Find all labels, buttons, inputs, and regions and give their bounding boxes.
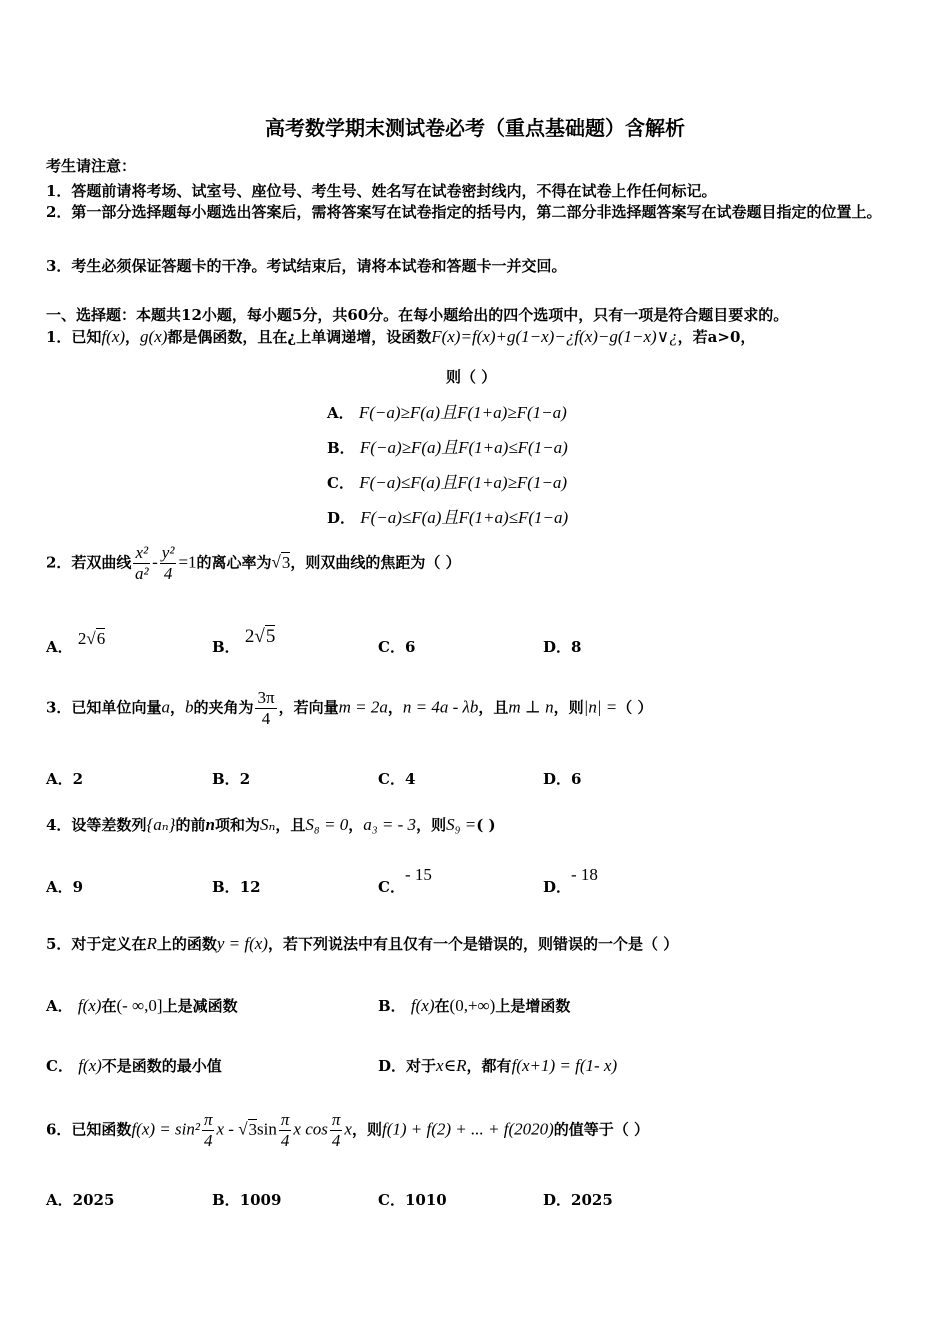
q1-option-a[interactable] — [327, 398, 567, 423]
frac-den: a² — [134, 564, 149, 583]
q3-option-c[interactable] — [378, 768, 415, 789]
option-label: A． — [46, 997, 73, 1015]
q4-s9: S₉ = — [446, 815, 477, 834]
q2-option-d[interactable] — [543, 636, 581, 657]
q1-option-d[interactable] — [327, 503, 568, 528]
q2-prefix: 2．若双曲线 — [46, 553, 132, 572]
section-heading: 一、选择题：本题共12小题，每小题5分，共60分。在每小题给出的四个选项中，只有一项是符合题目要求的。 — [46, 306, 789, 324]
q1-option-b[interactable] — [327, 433, 568, 458]
option-text: 12 — [239, 878, 261, 896]
frac-den: 4 — [261, 709, 271, 728]
q4-prefix: 4．设等差数列 — [46, 816, 147, 834]
option-text: 2 — [239, 770, 251, 788]
coef: 2 — [77, 629, 87, 648]
q1-tail: ，若a>0， — [677, 328, 756, 346]
frac-num: 3π — [257, 688, 275, 707]
q6-frac-2 — [279, 1110, 292, 1151]
q6-sin: sin — [257, 1119, 277, 1139]
q5-mid1: 上的函数 — [156, 935, 217, 953]
option-eq: f(x+1) = f(1- x) — [511, 1056, 618, 1075]
option-f: f(x) — [410, 996, 435, 1015]
sqrt-radicand: 3 — [281, 552, 291, 572]
option-label: D． — [543, 878, 572, 896]
frac-den: 4 — [280, 1131, 290, 1150]
option-text: - 18 — [571, 865, 598, 884]
q5-func: y = f(x) — [216, 934, 268, 953]
option-label: C． — [378, 878, 405, 896]
option-text: 4 — [404, 770, 416, 788]
q5-tail: ，若下列说法中有且仅有一个是错误的，则错误的一个是（ ） — [267, 935, 679, 953]
frac-den: 4 — [203, 1131, 213, 1150]
q4-s8: S₈ = 0 — [305, 815, 349, 834]
q5-option-b[interactable] — [378, 995, 570, 1016]
q3-tail: （ ） — [617, 698, 653, 717]
q6-option-c[interactable] — [378, 1189, 447, 1210]
q4-option-b[interactable] — [212, 876, 261, 897]
q6-option-b[interactable] — [212, 1189, 281, 1210]
q6-tail: 的值等于（ ） — [553, 1120, 650, 1139]
q6-option-a[interactable] — [46, 1189, 114, 1210]
q2-mid: 的离心率为 — [196, 553, 272, 572]
q6-frac-1 — [202, 1110, 215, 1151]
question-6 — [46, 1110, 649, 1151]
q4-mid2: 项和为 — [214, 816, 260, 834]
q5-option-a[interactable] — [46, 995, 238, 1016]
q5-option-c[interactable] — [46, 1055, 222, 1076]
question-1 — [46, 326, 755, 347]
frac-den: 4 — [331, 1131, 341, 1150]
option-label: A． — [46, 878, 73, 896]
q3-m: m = 2a — [338, 697, 388, 717]
option-label: A． — [46, 1191, 73, 1209]
q3-mid4: ，则 — [553, 698, 584, 717]
option-text: F(−a)≤F(a)且F(1+a)≤F(1−a) — [360, 508, 569, 527]
question-4: 4．设等差数列{aₙ}的前n项和为Sₙ，且S₈ = 0，a₃ = - 3，则S₉ =( ) — [46, 815, 496, 834]
option-label: A． — [327, 404, 354, 422]
q3-sep: ， — [169, 698, 185, 717]
q3-mid2: ，若向量 — [278, 698, 339, 717]
q4-a3: a₃ = - 3 — [363, 815, 417, 834]
option-label: A． — [46, 638, 73, 656]
q6-mid: ，则 — [351, 1120, 382, 1139]
option-label: C． — [378, 638, 405, 656]
q4-n: n — [205, 815, 215, 834]
notice-item-3: 3．考生必须保证答题卡的干净。考试结束后，请将本试卷和答题卡一并交回。 — [46, 257, 567, 275]
radicand: 6 — [96, 629, 106, 648]
frac-den: 4 — [163, 564, 173, 583]
q6-sqrt: √3 — [238, 1119, 258, 1139]
q1-f: f(x) — [101, 327, 126, 346]
q6-x1: x - — [216, 1119, 239, 1139]
q2-sqrt: √3 — [271, 552, 291, 572]
q5-prefix: 5．对于定义在 — [46, 935, 147, 953]
q3-option-a[interactable] — [46, 768, 83, 789]
q2-minus: - — [152, 552, 158, 572]
option-text: - 15 — [404, 865, 432, 884]
q6-prefix: 6．已知函数 — [46, 1120, 132, 1139]
option-f: f(x) — [77, 996, 102, 1015]
notice-item-2: 2．第一部分选择题每小题选出答案后，需将答案写在试卷指定的括号内，第二部分非选择题答案写在试卷题目指定的位置上。 — [46, 203, 882, 221]
option-text: 6 — [404, 638, 416, 656]
option-text: 1009 — [239, 1191, 282, 1209]
q3-a: a — [161, 697, 170, 717]
option-label: C． — [46, 1057, 73, 1075]
q4-s: Sₙ — [259, 815, 276, 834]
option-label: D． — [543, 1191, 572, 1209]
q2-eq: =1 — [178, 552, 197, 572]
option-word: 对于 — [406, 1057, 437, 1075]
option-value: 2√5 — [244, 626, 276, 647]
q4-mid3: ，且 — [275, 816, 306, 834]
option-text: 2025 — [571, 1191, 613, 1209]
q2-frac-1 — [133, 543, 150, 584]
option-label: B． — [212, 1191, 240, 1209]
option-label: D． — [327, 509, 356, 527]
q2-option-b[interactable] — [212, 626, 276, 658]
option-label: A． — [46, 770, 73, 788]
q3-mid3: ，且 — [478, 698, 509, 717]
option-word: 在 — [101, 997, 117, 1015]
q1-mid: 都是偶函数，且在¿上单调递增，设函数 — [167, 328, 432, 346]
q3-perp: m ⊥ n — [508, 697, 554, 717]
notice-item-1: 1．答题前请将考场、试室号、座位号、考生号、姓名写在试卷密封线内，不得在试卷上作任何标记。 — [46, 182, 717, 200]
q2-frac-2 — [160, 543, 177, 584]
q4-option-a[interactable] — [46, 876, 83, 897]
q4-seq: {aₙ} — [146, 815, 176, 834]
q3-mid1: 的夹角为 — [193, 698, 254, 717]
option-label: B． — [212, 638, 240, 656]
q3-option-b[interactable] — [212, 768, 250, 789]
frac-num: π — [203, 1110, 213, 1129]
option-label: B． — [212, 878, 240, 896]
option-label: D． — [378, 1057, 407, 1075]
frac-num: x² — [135, 543, 149, 562]
frac-num: π — [280, 1110, 290, 1129]
q6-x2: x cos — [293, 1119, 328, 1139]
option-word: 上是增函数 — [495, 997, 571, 1015]
q3-angle-frac — [255, 688, 276, 729]
question-3 — [46, 688, 652, 729]
q6-x3: x — [344, 1119, 352, 1139]
question-5 — [46, 933, 678, 954]
option-f: f(x) — [78, 1056, 102, 1075]
option-label: B． — [327, 439, 355, 457]
option-text: 2025 — [72, 1191, 115, 1209]
q3-n: n = 4a - λb — [402, 697, 479, 717]
sqrt-radicand: 3 — [248, 1119, 258, 1139]
option-text: 2 — [72, 770, 84, 788]
option-interval: (- ∞,0] — [116, 996, 163, 1015]
option-label: D． — [543, 770, 572, 788]
option-text: F(−a)≤F(a)且F(1+a)≥F(1−a) — [359, 473, 568, 492]
option-word: 在 — [434, 997, 450, 1015]
option-label: C． — [378, 1191, 405, 1209]
q4-option-d[interactable] — [543, 865, 598, 897]
radicand: 5 — [265, 626, 276, 647]
option-text: 1010 — [404, 1191, 447, 1209]
q3-option-d[interactable] — [543, 768, 581, 789]
q1-expr: F(x)=f(x)+g(1−x)−¿f(x)−g(1−x)∨¿ — [431, 327, 678, 346]
q2-tail: ，则双曲线的焦距为（ ） — [290, 553, 461, 572]
q6-func: f(x) = sin² — [131, 1119, 200, 1139]
option-word: 上是减函数 — [162, 997, 238, 1015]
q1-line2: 则（ ） — [446, 368, 497, 386]
q3-abs: |n| = — [583, 697, 618, 717]
q4-tail: ( ) — [476, 816, 496, 834]
option-text: 6 — [571, 770, 582, 788]
question-2 — [46, 543, 461, 584]
q5-option-d[interactable] — [378, 1055, 617, 1076]
q5-R: R — [146, 934, 157, 953]
option-label: C． — [327, 474, 354, 492]
frac-num: π — [331, 1110, 341, 1129]
q1-sep: ， — [125, 328, 141, 346]
q2-option-c[interactable] — [378, 636, 415, 657]
q6-frac-3 — [330, 1110, 343, 1151]
q3-prefix: 3．已知单位向量 — [46, 698, 162, 717]
option-text: 8 — [571, 638, 582, 656]
option-label: B． — [212, 770, 240, 788]
option-text: F(−a)≥F(a)且F(1+a)≤F(1−a) — [359, 438, 568, 457]
option-interval: (0,+∞) — [449, 996, 496, 1015]
q4-mid1: 的前 — [175, 816, 206, 834]
coef: 2 — [244, 626, 255, 647]
option-word: ，都有 — [466, 1057, 512, 1075]
option-cond: x∈R — [436, 1056, 467, 1075]
q4-option-c[interactable] — [378, 865, 432, 897]
q1-g: g(x) — [140, 327, 168, 346]
option-label: D． — [543, 638, 572, 656]
q6-sum: f(1) + f(2) + ... + f(2020) — [381, 1119, 554, 1139]
q4-mid4: ，则 — [416, 816, 447, 834]
frac-num: y² — [161, 543, 175, 562]
q2-option-a[interactable] — [46, 629, 106, 657]
notice-heading: 考生请注意： — [46, 157, 137, 175]
option-label: C． — [378, 770, 405, 788]
page-title: 高考数学期末测试卷必考（重点基础题）含解析 — [265, 116, 685, 140]
option-label: B． — [378, 997, 406, 1015]
q1-option-c[interactable] — [327, 468, 567, 493]
option-text: 9 — [72, 878, 84, 896]
q3-b: b — [184, 697, 194, 717]
option-text: F(−a)≥F(a)且F(1+a)≥F(1−a) — [358, 403, 567, 422]
option-value: 2√6 — [77, 629, 106, 648]
q3-sep-2: ， — [387, 698, 403, 717]
option-word: 不是函数的最小值 — [101, 1057, 222, 1075]
q6-option-d[interactable] — [543, 1189, 613, 1210]
q1-prefix: 1．已知 — [46, 328, 102, 346]
